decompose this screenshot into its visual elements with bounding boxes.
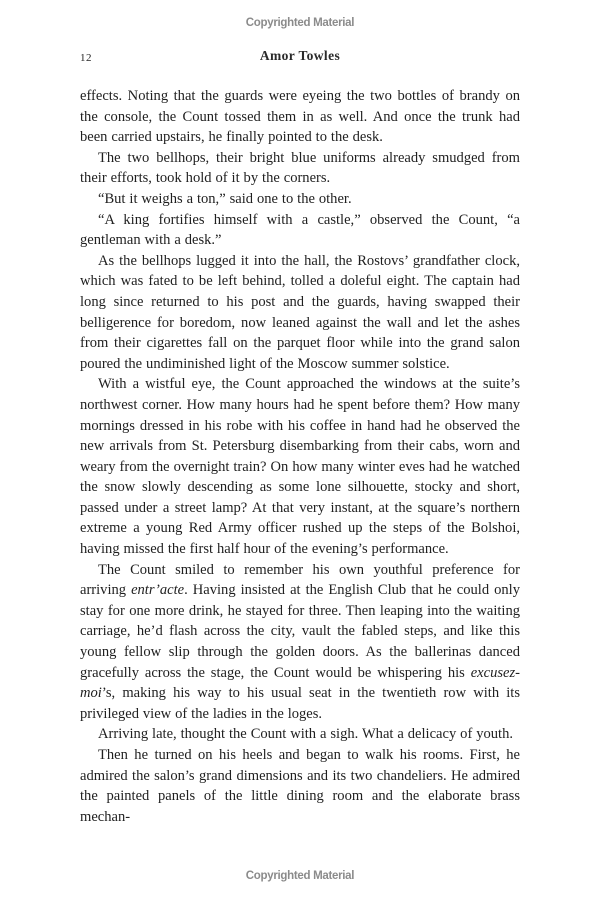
page-header xyxy=(80,48,520,66)
paragraph xyxy=(80,745,520,827)
running-header-author: Amor Towles xyxy=(259,48,341,63)
paragraph xyxy=(80,86,520,148)
paragraph xyxy=(80,210,520,251)
body-text: ’s, making his way to his usual seat in the twentieth row with its privileged view of the ladies in the loges. xyxy=(80,685,520,722)
paragraph xyxy=(80,189,520,210)
body-text: Then he turned on his heels and began to walk his rooms. First, he admired the salon’s grand dimensions and its two chandeliers. He admired the painted panels of the little dining room and the elaborate brass mechan- xyxy=(80,747,520,825)
body-text: effects. Noting that the guards were eyeing the two bottles of brandy on the console, the Count tossed them in as well. And once the trunk had been carried upstairs, he finally pointed to the desk. xyxy=(80,88,520,146)
italic-text: entr’acte xyxy=(131,582,185,599)
italic-text: excusez-moi xyxy=(80,664,520,702)
body-text: The two bellhops, their bright blue uniforms already smudged from their efforts, took hold of it by the corners. xyxy=(80,149,520,187)
body-text: Arriving late, thought the Count with a sigh. What a delicacy of youth. xyxy=(98,726,514,743)
copyright-watermark-bottom: Copyrighted Material xyxy=(245,870,355,882)
page-number: 12 xyxy=(80,52,92,64)
page-body xyxy=(80,86,520,827)
body-text: . Having insisted at the English Club that he could only stay for one more drink, he stayed for three. Then leaping into the waiting carriage, he’d flash across the city, vault the fabled steps, and like this young fellow slip through the golden doors. As the ballerinas danced gracefully across the stage, the Count would be whispering his xyxy=(80,582,520,681)
paragraph xyxy=(80,148,520,189)
paragraph xyxy=(80,724,520,745)
paragraph xyxy=(80,560,520,725)
body-text: As the bellhops lugged it into the hall, the Rostovs’ grandfather clock, which was fated to be left behind, tolled a doleful eight. The captain had long since returned to his post and the guards, having swapped their belligerence for boredom, now leaned against the wall and let the ashes from their cigarettes fall on the parquet floor while into the grand salon poured the undiminished light of the Moscow summer solstice. xyxy=(80,252,520,372)
paragraph xyxy=(80,251,520,375)
copyright-watermark-top: Copyrighted Material xyxy=(245,17,355,29)
body-text: “A king fortifies himself with a castle,” observed the Count, “a gentleman with a desk.” xyxy=(80,211,520,249)
body-text: “But it weighs a ton,” said one to the other. xyxy=(98,190,352,207)
paragraph xyxy=(80,374,520,559)
body-text: The Count smiled to remember his own youthful preference for arriving xyxy=(80,561,520,599)
body-text: With a wistful eye, the Count approached the windows at the suite’s northwest corner. How many hours had he spent before them? How many mornings dressed in his robe with his coffee in hand had he observed the new arrivals from St. Petersburg disembarking from their cabs, worn and weary from the overnight train? On how many winter eves had he watched the snow slowly descending as some lone silhouette, stocky and short, passed under a street lamp? At that very instant, at the square’s northern extreme a young Red Army officer rushed up the steps of the Bolshoi, having missed the first half hour of the evening’s performance. xyxy=(80,376,520,558)
